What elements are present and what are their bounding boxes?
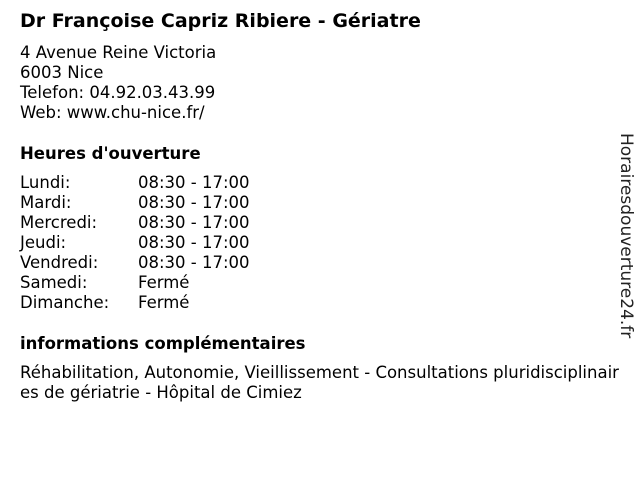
additional-info-text: Réhabilitation, Autonomie, Vieillissement - Consultations pluridisciplinaires de gériatrie - Hôpital de Cimiez: [20, 363, 619, 402]
site-watermark: Horairesdouverture24.fr: [616, 133, 636, 339]
hours-friday: 08:30 - 17:00: [138, 253, 250, 272]
day-label-monday: Lundi:: [20, 173, 71, 192]
hours-tuesday: 08:30 - 17:00: [138, 193, 250, 212]
hours-sunday: Fermé: [138, 293, 190, 312]
website-link[interactable]: Web: www.chu-nice.fr/: [20, 103, 205, 122]
day-label-sunday: Dimanche:: [20, 293, 110, 312]
day-label-tuesday: Mardi:: [20, 193, 72, 212]
address-street: 4 Avenue Reine Victoria: [20, 43, 217, 62]
page-title: Dr Françoise Capriz Ribiere - Gériatre: [20, 10, 421, 32]
hours-saturday: Fermé: [138, 273, 190, 292]
day-label-friday: Vendredi:: [20, 253, 99, 272]
hours-monday: 08:30 - 17:00: [138, 173, 250, 192]
day-label-saturday: Samedi:: [20, 273, 88, 292]
address-city: 6003 Nice: [20, 63, 104, 82]
opening-hours-heading: Heures d'ouverture: [20, 144, 201, 163]
hours-thursday: 08:30 - 17:00: [138, 233, 250, 252]
day-label-thursday: Jeudi:: [20, 233, 67, 252]
hours-wednesday: 08:30 - 17:00: [138, 213, 250, 232]
phone-number[interactable]: Telefon: 04.92.03.43.99: [20, 83, 216, 102]
additional-info-heading: informations complémentaires: [20, 334, 306, 353]
day-label-wednesday: Mercredi:: [20, 213, 98, 232]
